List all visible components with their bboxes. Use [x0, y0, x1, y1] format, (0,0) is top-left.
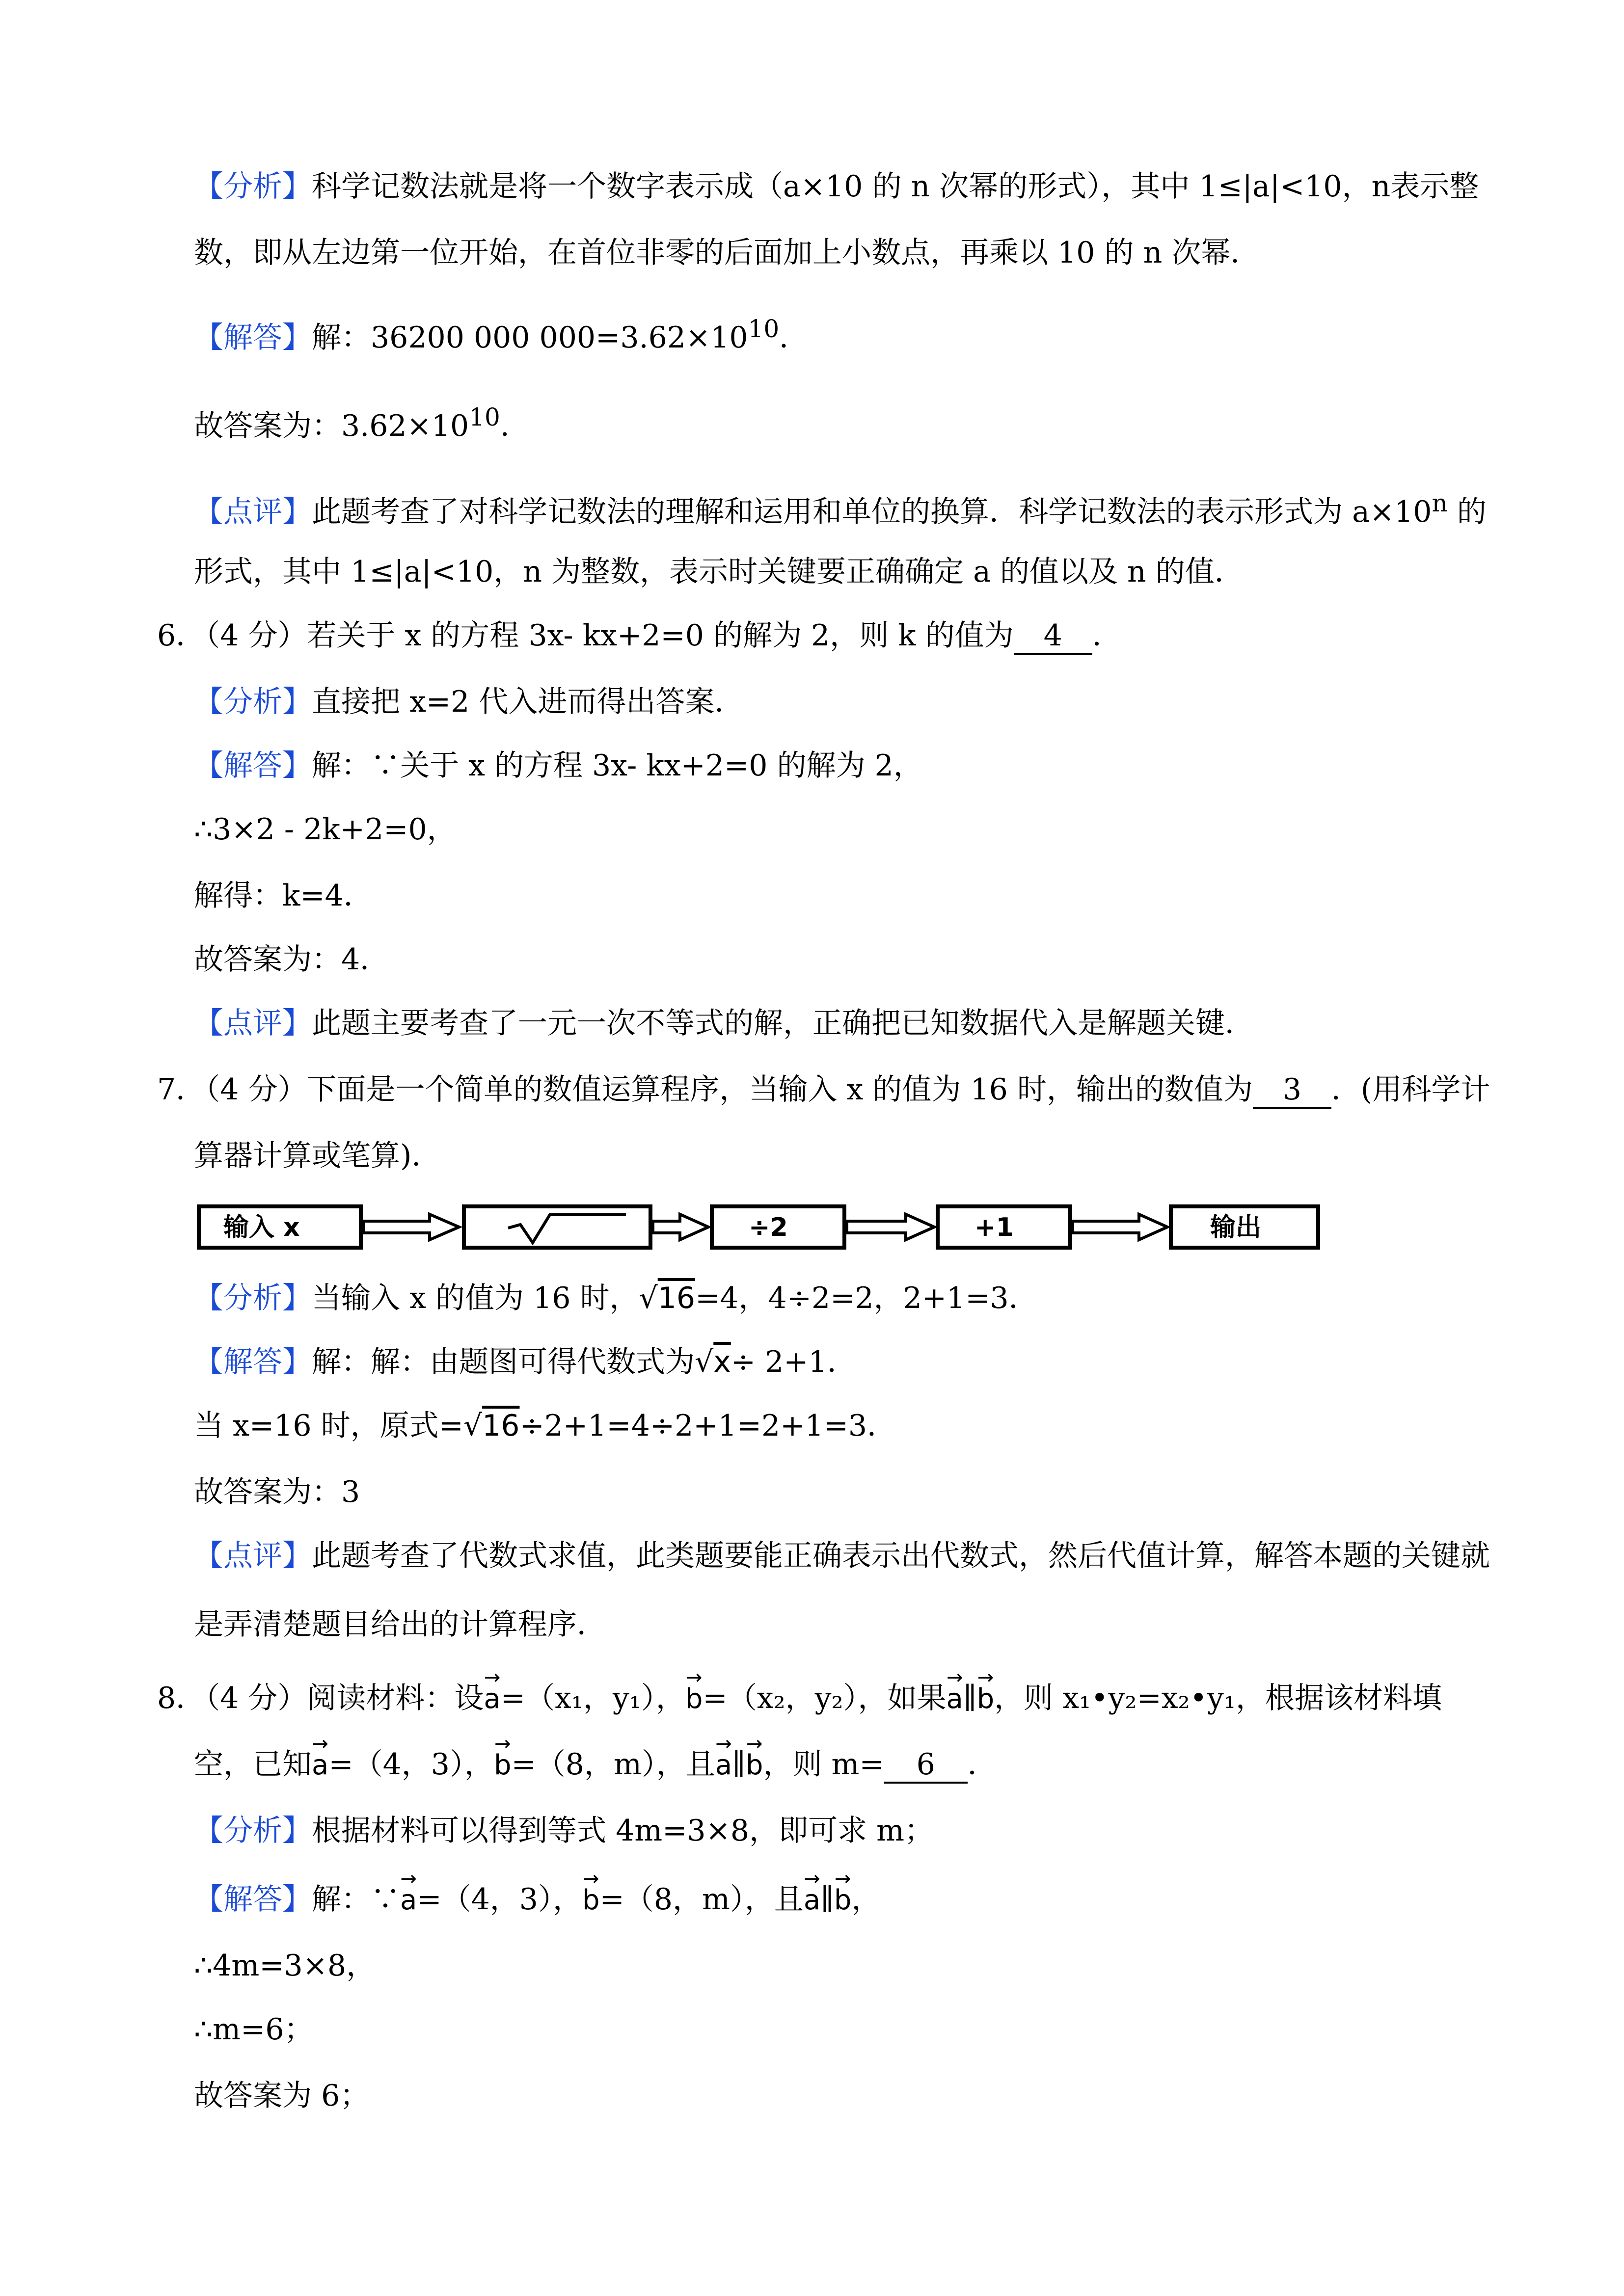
vector-a: → a — [804, 1881, 820, 1920]
q6-analysis: 【分析】直接把 x=2 代入进而得出答案． — [194, 685, 744, 719]
vector-a: → a — [400, 1881, 417, 1920]
q7-answer-line-1: 【解答】解：解：由题图可得代数式为√x÷ 2+1． — [194, 1345, 857, 1379]
vector-a: → a — [312, 1746, 328, 1785]
q8-final-answer: 故答案为 6； — [194, 2079, 370, 2113]
q8-answer-line-1: 【解答】解：∵→ a=（4，3），→ b=（8，m），且→ a∥→ b， — [194, 1880, 881, 1920]
flow-label-output: 输出 — [1210, 1213, 1262, 1242]
flow-arrow-2 — [653, 1214, 708, 1240]
vector-b: → b — [834, 1881, 852, 1920]
q7-analysis: 【分析】当输入 x 的值为 16 时，√16=4，4÷2=2，2+1=3． — [194, 1281, 1038, 1315]
q6-answer-line-3: 解得：k=4． — [194, 879, 373, 913]
flow-label-plus: +1 — [974, 1213, 1014, 1242]
flow-arrow-4 — [1073, 1214, 1167, 1240]
q5-analysis-line-1: 【分析】科学记数法就是将一个数字表示成（a×10 的 n 次幂的形式），其中 1≤|a|<10，n表示整 — [194, 169, 1479, 204]
q7-flowchart — [194, 1198, 1323, 1256]
q6-comment: 【点评】此题主要考查了一元一次不等式的解，正确把已知数据代入是解题关键． — [194, 1006, 1254, 1041]
flow-label-input: 输入 x — [223, 1213, 300, 1242]
q7-answer-line-2: 当 x=16 时，原式=√16÷2+1=4÷2+1=2+1=3． — [194, 1409, 897, 1443]
q8-stem-line-1: 8．（4 分）阅读材料：设→ a=（x₁，y₁），→ b=（x₂，y₂），如果→ a∥→ b，则 x₁•y₂=x₂•y₁，根据该材料填 — [157, 1679, 1442, 1719]
flow-label-divide: ÷2 — [749, 1213, 788, 1242]
q5-analysis-line-2: 数，即从左边第一位开始，在首位非零的后面加上小数点，再乘以 10 的 n 次幂． — [194, 236, 1260, 270]
analysis-tag: 【分析】 — [194, 169, 312, 204]
sqrt-symbol: √16 — [639, 1281, 696, 1315]
q6-answer-line-2: ∴3×2 - 2k+2=0， — [194, 812, 457, 847]
sqrt-symbol: √16 — [463, 1409, 520, 1443]
vector-a: → a — [484, 1680, 500, 1719]
q5-answer-line: 【解答】解：36200 000 $000=3.62\times 10^{10}$． — [194, 315, 809, 355]
q6-answer-blank: 4 — [1014, 618, 1092, 655]
q8-analysis: 【分析】根据材料可以得到等式 4m=3×8，即可求 m； — [194, 1814, 934, 1848]
q8-answer-line-2: ∴4m=3×8， — [194, 1949, 376, 1983]
q5-comment-line-2: 形式，其中 1≤|a|<10，n 为整数，表示时关键要正确确定 a 的值以及 n 的值． — [194, 555, 1244, 589]
q7-comment-line-1: 【点评】此题考查了代数式求值，此类题要能正确表示出代数式，然后代值计算，解答本题的关键就 — [194, 1539, 1490, 1573]
flowchart-svg — [194, 1198, 1323, 1256]
q6-answer-line-1: 【解答】解：∵关于 x 的方程 3x- kx+2=0 的解为 2， — [194, 748, 923, 783]
flow-radical-icon — [508, 1215, 626, 1243]
q5-final-answer: 故答案为：$3.62\times 10^{10}$． — [194, 403, 530, 443]
q6-final-answer: 故答案为：4． — [194, 942, 390, 977]
sqrt-symbol: √x — [695, 1345, 731, 1379]
q8-stem-line-2: 空，已知→ a=（4，3），→ b=（8，m），且→ a∥→ b，则 m= 6 ． — [194, 1745, 997, 1785]
q7-comment-line-2: 是弄清楚题目给出的计算程序． — [194, 1607, 606, 1642]
q7-stem-line-1: 7．（4 分）下面是一个简单的数值运算程序，当输入 x 的值为 16 时，输出的数值为 3 ．(用科学计 — [157, 1070, 1490, 1109]
flow-arrow-3 — [847, 1214, 934, 1240]
q6-stem: 6．（4 分）若关于 x 的方程 3x- kx+2=0 的解为 2，则 k 的值为 4 ． — [157, 616, 1122, 655]
vector-a: → a — [715, 1746, 732, 1785]
q8-answer-blank: 6 — [884, 1747, 968, 1784]
vector-b: → b — [746, 1746, 763, 1785]
q7-stem-line-2: 算器计算或笔算)． — [194, 1139, 441, 1173]
flow-box-sqrt — [464, 1206, 650, 1248]
vector-a: → a — [947, 1680, 963, 1719]
answer-tag: 【解答】 — [194, 320, 312, 355]
flow-arrow-1 — [363, 1214, 459, 1240]
vector-b: → b — [977, 1680, 995, 1719]
q8-answer-line-3: ∴m=6； — [194, 2012, 314, 2047]
vector-b: → b — [685, 1680, 703, 1719]
q7-final-answer: 故答案为：3 — [194, 1475, 360, 1509]
vector-b: → b — [494, 1746, 512, 1785]
vector-b: → b — [582, 1881, 600, 1920]
q5-comment-line-1: 【点评】此题考查了对科学记数法的理解和运用和单位的换算．科学记数法的表示形式为 $a\times 10^n$ 的 — [194, 489, 1487, 529]
q7-answer-blank: 3 — [1253, 1072, 1331, 1109]
comment-tag: 【点评】 — [194, 495, 312, 529]
